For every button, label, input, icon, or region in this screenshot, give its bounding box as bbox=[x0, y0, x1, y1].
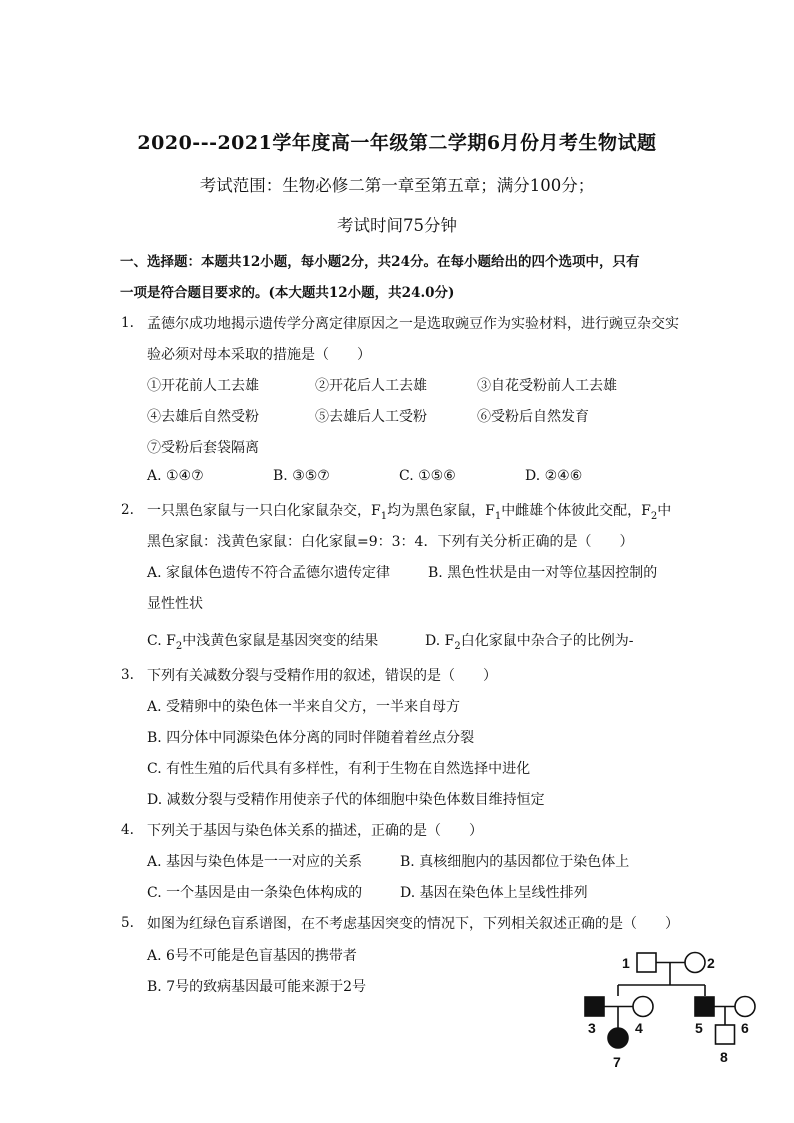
q2-stem-text: 中 bbox=[657, 503, 672, 519]
q2-option-text: 中浅黄色家鼠是基因突变的结果 bbox=[182, 633, 379, 649]
exam-scope: 考试范围：生物必修二第一章至第五章；满分100分； bbox=[199, 176, 595, 195]
question-number: 1. bbox=[121, 315, 134, 331]
subscript: 1 bbox=[494, 510, 502, 522]
q5-option-b: B. 7号的致病基因最可能来源于2号 bbox=[147, 979, 367, 995]
q2-option-text: 白化家鼠中杂合子的比例为- bbox=[460, 633, 634, 649]
q1-item: ⑤去雄后人工受粉 bbox=[315, 409, 427, 425]
subscript: 2 bbox=[175, 640, 183, 652]
subscript: 1 bbox=[380, 510, 388, 522]
q2-stem-line2: 黑色家鼠：浅黄色家鼠：白化家鼠=9：3：4．下列有关分析正确的是（ ） bbox=[147, 534, 634, 550]
q2-option-d bbox=[425, 630, 633, 652]
q2-stem-text: 均为黑色家鼠，F bbox=[387, 503, 495, 519]
section-instructions-line2: 一项是符合题目要求的。(本大题共12小题，共24.0分) bbox=[120, 285, 455, 301]
subscript: 2 bbox=[650, 510, 658, 522]
colorblind-pedigree-diagram bbox=[575, 940, 770, 1090]
q2-option-text: C. F bbox=[147, 633, 176, 649]
pedigree-female-unaffected-2 bbox=[685, 953, 705, 973]
q1-stem-line1: 孟德尔成功地揭示遗传学分离定律原因之一是选取豌豆作为实验材料，进行豌豆杂交实 bbox=[147, 316, 679, 332]
pedigree-label: 5 bbox=[695, 1020, 703, 1036]
q4-option-c: C. 一个基因是由一条染色体构成的 bbox=[147, 885, 363, 901]
pedigree-label: 3 bbox=[588, 1020, 596, 1036]
q2-stem-text: 一只黑色家鼠与一只白化家鼠杂交，F bbox=[147, 503, 381, 519]
q4-option-b: B. 真核细胞内的基因都位于染色体上 bbox=[400, 854, 630, 870]
pedigree-female-unaffected-6 bbox=[735, 997, 755, 1017]
q1-stem-line2: 验必须对母本采取的措施是（ ） bbox=[147, 347, 371, 363]
pedigree-female-unaffected-4 bbox=[633, 997, 653, 1017]
q1-option-d: D. ②④⑥ bbox=[525, 468, 583, 484]
q1-item: ①开花前人工去雄 bbox=[147, 378, 259, 394]
q1-option-a: A. ①④⑦ bbox=[147, 468, 204, 484]
q2-option-b: B. 黑色性状是由一对等位基因控制的 bbox=[428, 565, 658, 581]
q2-stem-text: 中雌雄个体彼此交配，F bbox=[501, 503, 651, 519]
q1-item: ⑥受粉后自然发育 bbox=[477, 409, 589, 425]
q4-stem: 下列关于基因与染色体关系的描述，正确的是（ ） bbox=[147, 823, 483, 839]
section-instructions-line1: 一、选择题：本题共12小题，每小题2分，共24分。在每小题给出的四个选项中，只有 bbox=[120, 254, 640, 270]
pedigree-label: 6 bbox=[741, 1020, 749, 1036]
pedigree-label: 8 bbox=[720, 1049, 728, 1065]
q2-option-text: D. F bbox=[425, 633, 455, 649]
q4-option-a: A. 基因与染色体是一一对应的关系 bbox=[147, 854, 363, 870]
pedigree-male-unaffected-1 bbox=[637, 953, 656, 972]
q1-item: ④去雄后自然受粉 bbox=[147, 409, 259, 425]
exam-time: 考试时间75分钟 bbox=[337, 216, 457, 235]
q5-stem: 如图为红绿色盲系谱图，在不考虑基因突变的情况下，下列相关叙述正确的是（ ） bbox=[147, 916, 679, 932]
q1-option-c: C. ①⑤⑥ bbox=[399, 468, 456, 484]
pedigree-male-affected-3 bbox=[585, 997, 604, 1016]
question-number: 4. bbox=[121, 822, 134, 838]
question-number: 3. bbox=[121, 667, 134, 683]
question-number: 2. bbox=[121, 502, 134, 518]
q2-option-b-cont: 显性性状 bbox=[147, 596, 203, 612]
pedigree-label: 7 bbox=[613, 1054, 621, 1070]
pedigree-female-affected-7 bbox=[608, 1028, 628, 1048]
pedigree-label: 2 bbox=[707, 955, 715, 971]
q5-option-a: A. 6号不可能是色盲基因的携带者 bbox=[147, 948, 357, 964]
subscript: 2 bbox=[454, 640, 461, 652]
q3-option-d: D. 减数分裂与受精作用使亲子代的体细胞中染色体数目维持恒定 bbox=[147, 792, 545, 808]
q3-option-c: C. 有性生殖的后代具有多样性，有利于生物在自然选择中进化 bbox=[147, 761, 531, 777]
q3-option-a: A. 受精卵中的染色体一半来自父方，一半来自母方 bbox=[147, 699, 461, 715]
q1-option-b: B. ③⑤⑦ bbox=[273, 468, 330, 484]
pedigree-male-unaffected-8 bbox=[716, 1025, 735, 1044]
q4-option-d: D. 基因在染色体上呈线性排列 bbox=[400, 885, 588, 901]
q3-stem: 下列有关减数分裂与受精作用的叙述，错误的是（ ） bbox=[147, 668, 497, 684]
q1-item: ⑦受粉后套袋隔离 bbox=[147, 440, 259, 456]
pedigree-male-affected-5 bbox=[695, 997, 714, 1016]
q1-item: ②开花后人工去雄 bbox=[315, 378, 427, 394]
q1-item: ③自花受粉前人工去雄 bbox=[477, 378, 617, 394]
q2-option-c bbox=[147, 630, 378, 652]
pedigree-label: 1 bbox=[622, 955, 630, 971]
pedigree-label: 4 bbox=[635, 1020, 643, 1036]
q2-option-a: A. 家鼠体色遗传不符合孟德尔遗传定律 bbox=[147, 565, 391, 581]
question-number: 5. bbox=[121, 915, 134, 931]
exam-title: 2020---2021学年度高一年级第二学期6月份月考生物试题 bbox=[137, 132, 657, 154]
q2-stem-line1 bbox=[147, 500, 671, 522]
q3-option-b: B. 四分体中同源染色体分离的同时伴随着着丝点分裂 bbox=[147, 730, 475, 746]
